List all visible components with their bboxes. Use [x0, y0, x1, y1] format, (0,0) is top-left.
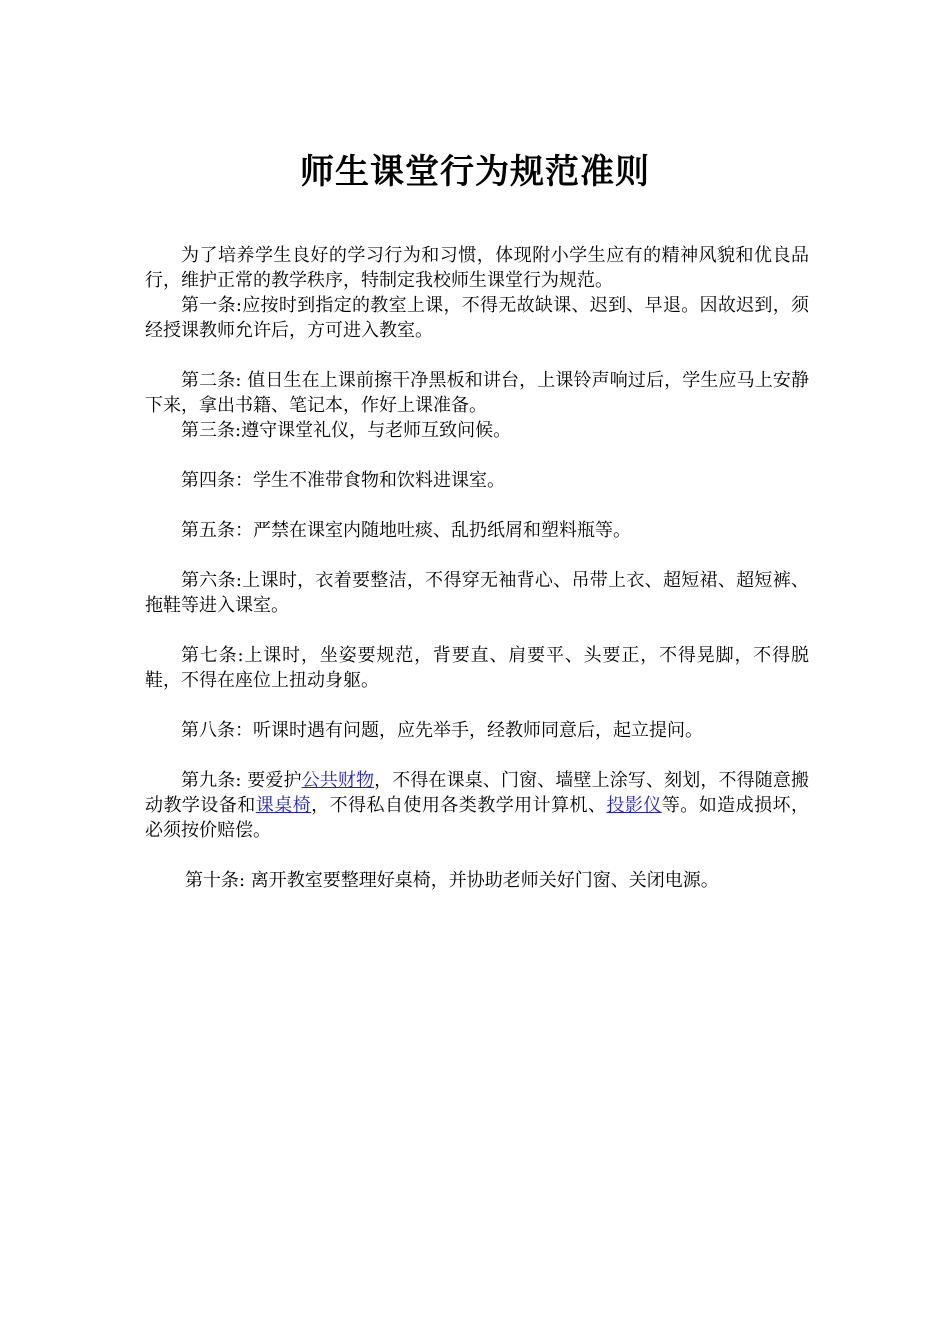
rule-6: 第六条:上课时，衣着要整洁，不得穿无袖背心、吊带上衣、超短裙、超短裤、拖鞋等进入课室。	[145, 570, 809, 616]
public-property-link[interactable]: 公共财物	[301, 770, 375, 791]
rule-5: 第五条：严禁在课室内随地吐痰、乱扔纸屑和塑料瓶等。	[181, 520, 631, 541]
rule-9-text-4: 等。如造成损坏，必须按价赔偿。	[145, 795, 810, 841]
rule-10: 第十条: 离开教室要整理好桌椅，并协助老师关好门窗、关闭电源。	[185, 870, 719, 891]
rule-9	[145, 768, 809, 843]
document-title: 师生课堂行为规范准则	[300, 151, 650, 192]
rule-9-text-3: ，不得私自使用各类教学用计算机、	[311, 795, 607, 816]
intro-paragraph: 为了培养学生良好的学习行为和习惯，体现附小学生应有的精神风貌和优良品行，维护正常的教学秩序，特制定我校师生课堂行为规范。	[145, 245, 809, 291]
rule-7: 第七条:上课时，坐姿要规范，背要直、肩要平、头要正，不得晃脚，不得脱鞋，不得在座位上扭动身躯。	[145, 645, 809, 691]
rule-2: 第二条: 值日生在上课前擦干净黑板和讲台，上课铃声响过后，学生应马上安静下来，拿出书籍、笔记本，作好上课准备。	[145, 370, 809, 416]
rule-8: 第八条：听课时遇有问题，应先举手，经教师同意后，起立提问。	[181, 720, 703, 741]
desks-chairs-link[interactable]: 课桌椅	[255, 795, 312, 816]
rule-9-text-2: ，不得在课桌、门窗、墙壁上涂写、刻划，不得随意搬动教学设备和	[145, 770, 809, 816]
rule-9-text-1: 第九条: 要爱护	[181, 770, 302, 791]
rule-4: 第四条：学生不准带食物和饮料进课室。	[181, 470, 505, 491]
rule-1: 第一条:应按时到指定的教室上课，不得无故缺课、迟到、早退。因故迟到，须经授课教师允许后，方可进入教室。	[145, 295, 809, 341]
projector-link[interactable]: 投影仪	[606, 795, 662, 816]
document-body	[145, 243, 809, 893]
rule-3: 第三条:遵守课堂礼仪，与老师互致问候。	[181, 420, 512, 441]
